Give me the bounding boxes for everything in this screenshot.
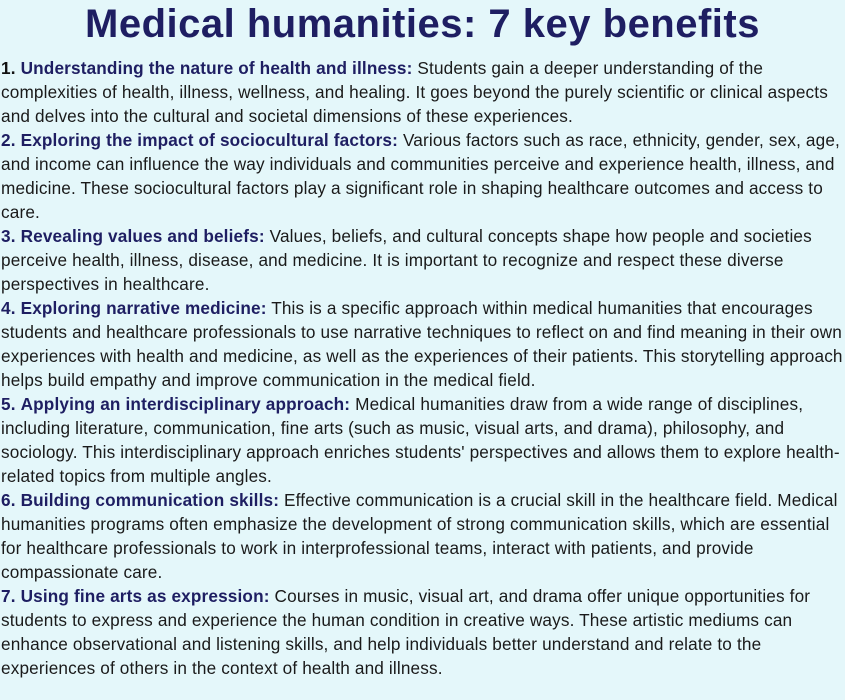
benefit-item (1, 392, 845, 488)
benefit-item (1, 584, 845, 680)
item-number: 2. (1, 130, 16, 150)
item-number: 5. (1, 394, 16, 414)
page-title: Medical humanities: 7 key benefits (85, 2, 760, 46)
item-number: 1. (1, 58, 16, 78)
item-number: 6. (1, 490, 16, 510)
item-heading: Exploring the impact of sociocultural factors: (20, 130, 399, 150)
item-text: Effective communication is a crucial skill in the healthcare field. Medical humanities programs often emphasize the development of strong communication skills, which are essential for healthcare professionals to work in interprofessional teams, interact with patients, and provide compassionate care. (1, 490, 838, 582)
item-text: Various factors such as race, ethnicity, gender, sex, age, and income can influence the way individuals and communities perceive and experience health, illness, and medicine. These sociocultural factors play a significant role in shaping healthcare outcomes and access to care. (1, 130, 840, 222)
benefit-item (1, 128, 845, 224)
item-heading: Exploring narrative medicine: (20, 298, 267, 318)
benefit-item (1, 56, 845, 128)
item-text: This is a specific approach within medical humanities that encourages students and healthcare professionals to use narrative techniques to reflect on and find meaning in their own experiences with health and medicine, as well as the experiences of their patients. This storytelling approach helps build empathy and improve communication in the medical field. (1, 298, 843, 390)
item-heading: Using fine arts as expression: (20, 586, 270, 606)
item-heading: Revealing values and beliefs: (20, 226, 265, 246)
item-number: 3. (1, 226, 16, 246)
item-text: Values, beliefs, and cultural concepts shape how people and societies perceive health, illness, disease, and medicine. It is important to recognize and respect these diverse perspectives in healthcare. (1, 226, 812, 294)
benefit-item (1, 488, 845, 584)
item-heading: Building communication skills: (20, 490, 280, 510)
item-number: 7. (1, 586, 16, 606)
item-number: 4. (1, 298, 16, 318)
item-text: Medical humanities draw from a wide range of disciplines, including literature, communication, fine arts (such as music, visual arts, and drama), philosophy, and sociology. This interdisciplinary approach enriches students' perspectives and allows them to explore health-related topics from multiple angles. (1, 394, 840, 486)
item-text: Courses in music, visual art, and drama offer unique opportunities for students to express and experience the human condition in creative ways. These artistic mediums can enhance observational and listening skills, and help individuals better understand and relate to the experiences of others in the context of health and illness. (1, 586, 811, 678)
benefit-item (1, 224, 845, 296)
benefits-list (0, 52, 845, 680)
item-heading: Applying an interdisciplinary approach: (20, 394, 351, 414)
item-text: Students gain a deeper understanding of the complexities of health, illness, wellness, and healing. It goes beyond the purely scientific or clinical aspects and delves into the cultural and societal dimensions of these experiences. (1, 58, 828, 126)
item-heading: Understanding the nature of health and illness: (20, 58, 413, 78)
benefit-item (1, 296, 845, 392)
